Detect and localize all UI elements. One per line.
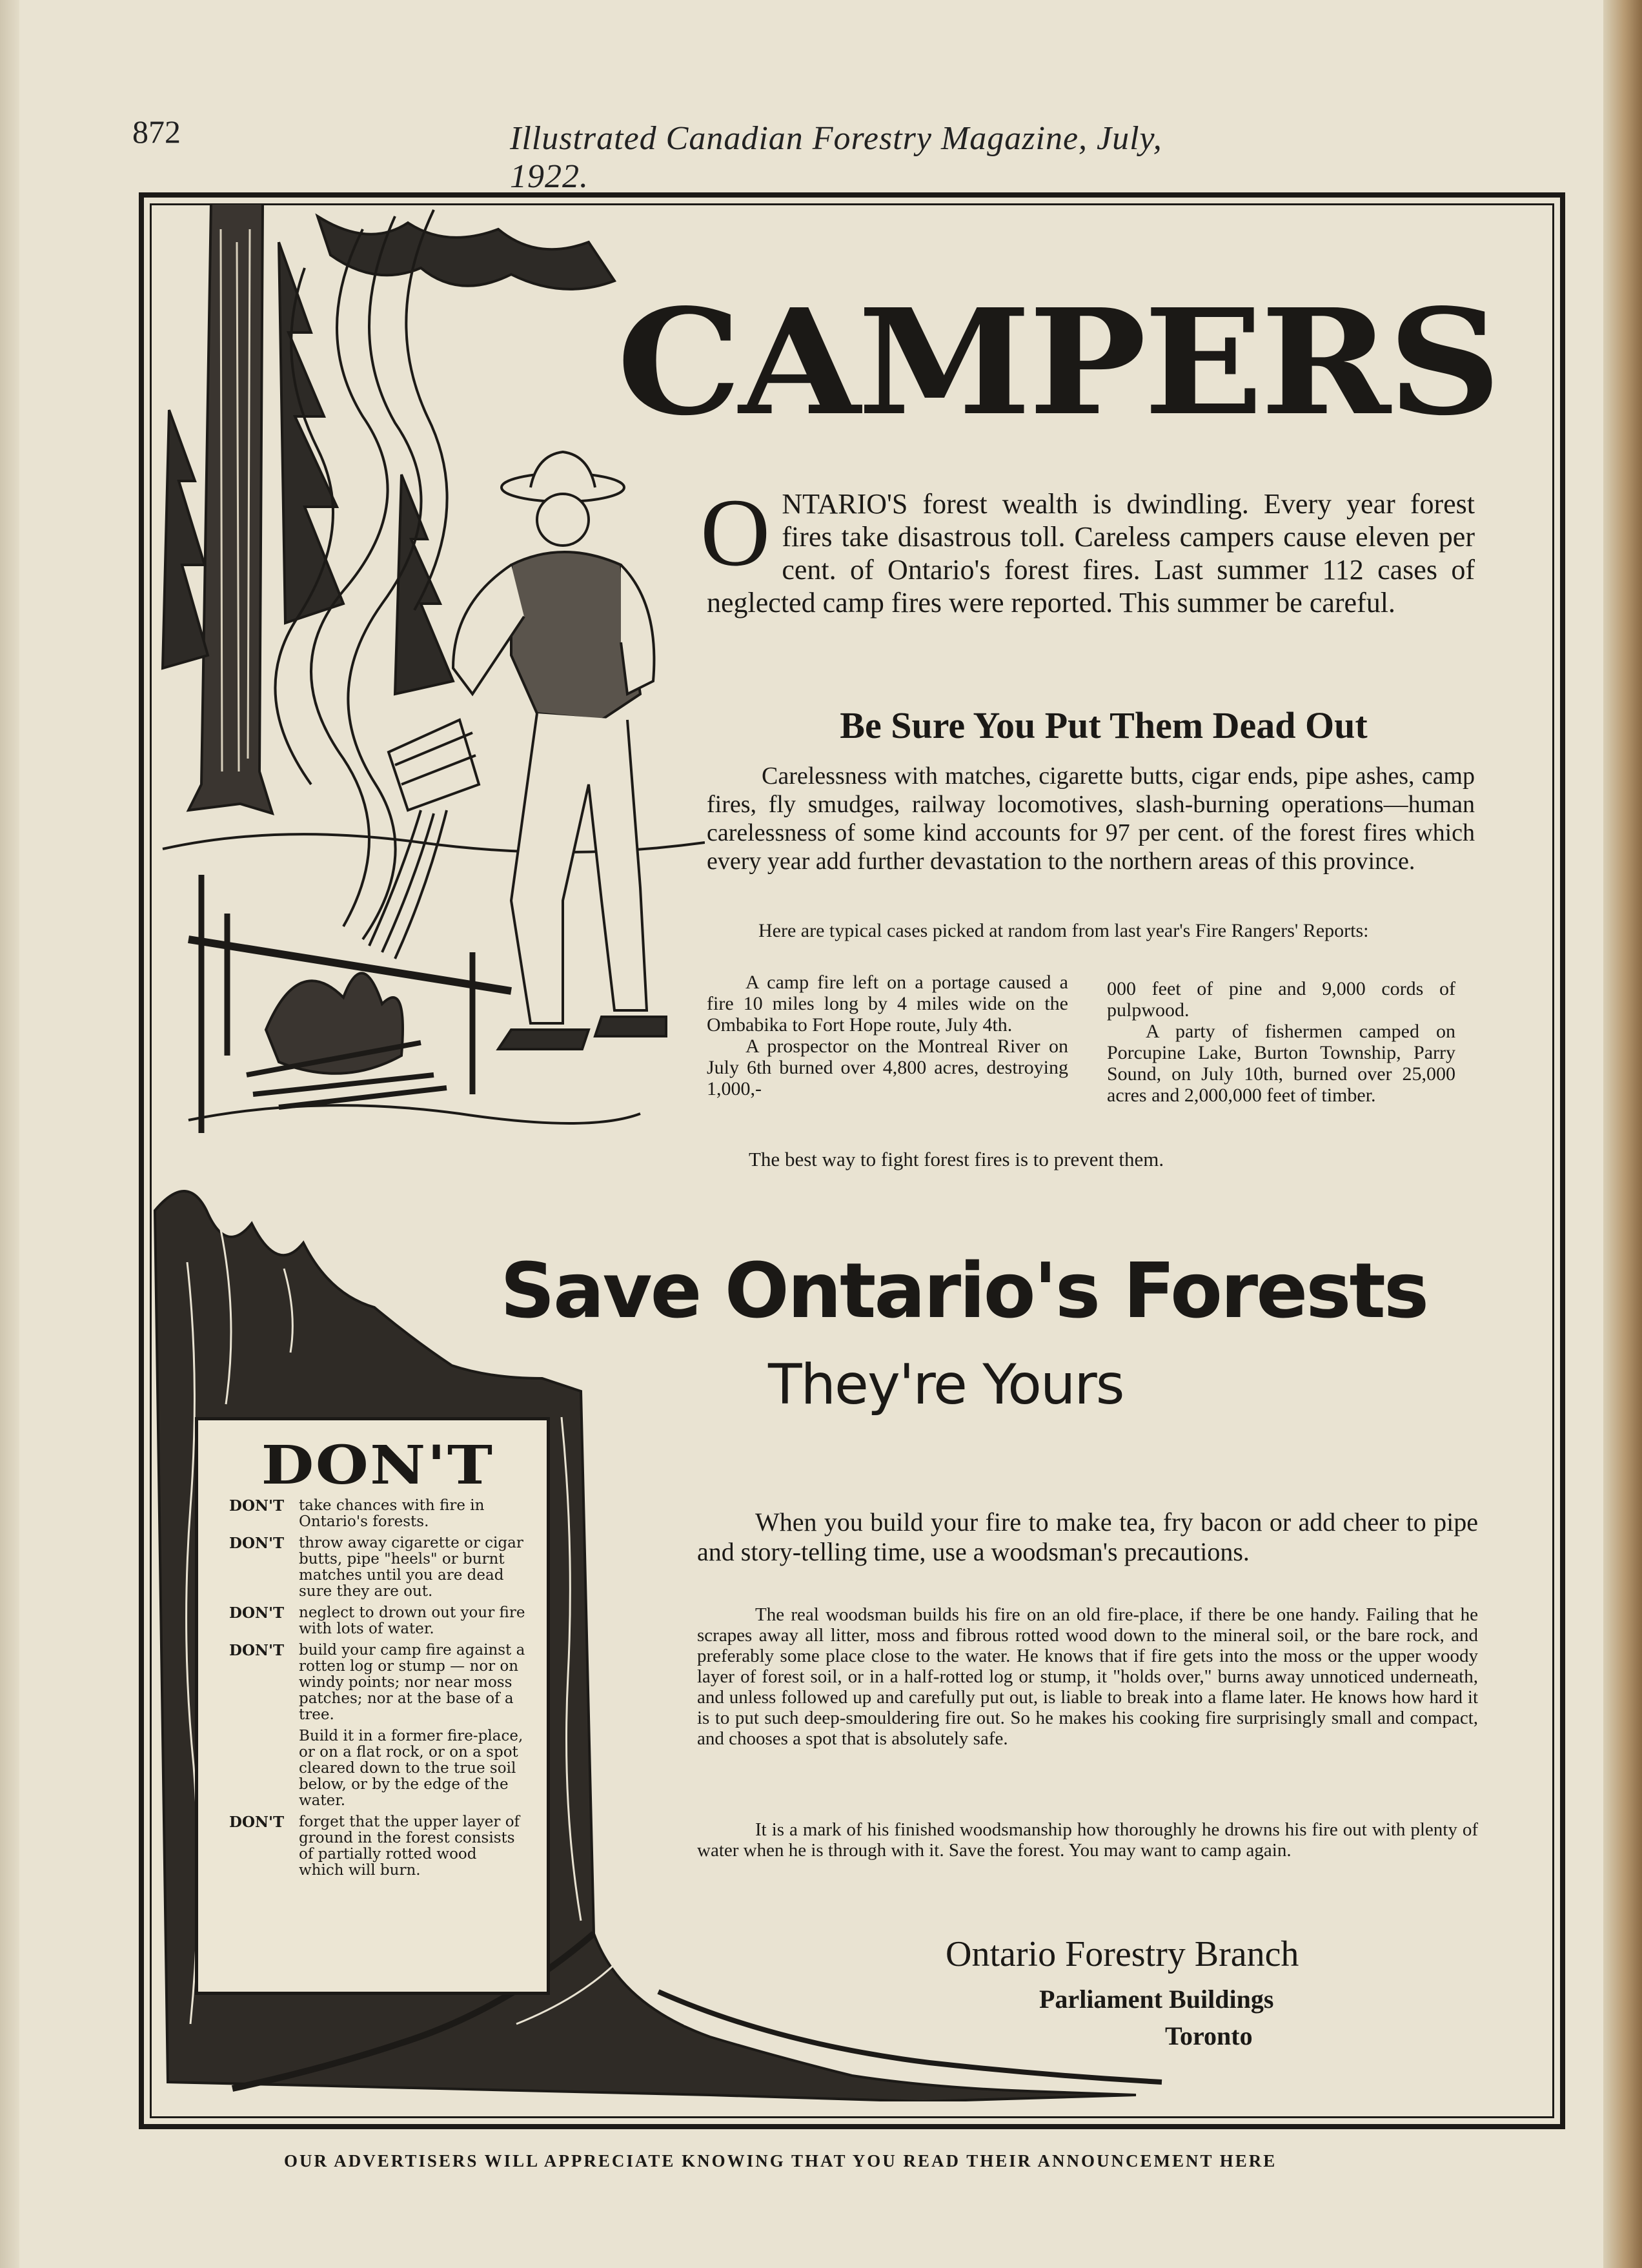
best-way-line: The best way to fight forest fires is to prevent them. [749,1148,1164,1170]
dont-item [229,1642,526,1723]
woodsmanship-paragraph: It is a mark of his finished woodsmanship how thoroughly he drowns his fire out with plenty of water when he is through with it. Save the forest. You may want to camp again. [697,1819,1478,1861]
page-footer: OUR ADVERTISERS WILL APPRECIATE KNOWING THAT YOU READ THEIR ANNOUNCEMENT HERE [284,2151,1277,2171]
intro-paragraph [700,479,1475,619]
carelessness-paragraph: Carelessness with matches, cigarette butts, cigar ends, pipe ashes, camp fires, fly smudges, railway locomotives, slash-burning operations—human carelessness of some kind accounts for 97 per cent. of the forest fires which every year add further devastation to the northern areas of this province. [707,762,1475,875]
cases-column-right [1107,978,1455,1106]
dont-item [229,1605,526,1637]
running-head: Illustrated Canadian Forestry Magazine, July, 1922. [510,120,1162,195]
cases-column-left [707,972,1068,1099]
page-number: 872 [132,114,181,150]
woodsman-intro-paragraph: When you build your fire to make tea, fry bacon or add cheer to pipe and story-telling time, use a woodsman's precautions. [697,1507,1478,1566]
ad-title: CAMPERS [616,278,1499,448]
woodsman-paragraph: The real woodsman builds his fire on an old fire-place, if there be one handy. Failing that he scrapes away all litter, moss and fibrous rotted wood down to the mineral soil, or the bare rock, and preferably some place close to the water. He knows that if fire gets into the moss or the upper woody layer of forest soil, or in a half-rotted log or stump, it "holds over," burns away unnoticed underneath, and unless followed up and carefully put out, is liable to break into a flame later. He knows how hard it is to put such deep-smouldering fire out. So he makes his cooking fire surprisingly small and compact, and chooses a spot that is absolutely safe. [697,1604,1478,1749]
intro-text: NTARIO'S forest wealth is dwindling. Every year forest fires take disastrous toll. Careless campers cause eleven per cent. of Ontario's forest fires. Last summer 112 cases of neglected camp fires were reported. This summer be careful. [707,488,1475,618]
dont-title: DON'T [261,1435,494,1497]
dont-key: DON'T [229,1497,285,1515]
book-binding [1603,0,1642,2268]
dont-text: take chances with fire in Ontario's forests. [299,1497,485,1530]
signature-city: Toronto [1165,2021,1253,2050]
signature-organization: Ontario Forestry Branch [946,1934,1299,1974]
cases-intro: Here are typical cases picked at random from last year's Fire Rangers' Reports: [758,920,1369,941]
signature-place: Parliament Buildings [1039,1985,1274,2014]
dont-key: DON'T [229,1535,285,1552]
dont-text: throw away cigarette or cigar butts, pipe "heels" or burnt matches until you are dead sure they are out. [299,1535,523,1600]
dont-list [229,1498,526,1884]
case-prospector: A prospector on the Montreal River on July 6th burned over 4,800 acres, destroying 1,000,- [707,1036,1068,1099]
dont-build-note: Build it in a former fire-place, or on a flat rock, or on a spot cleared down to the true soil below, or by the edge of the water. [299,1728,523,1809]
dont-text: build your camp fire against a rotten log or stump — nor on windy points; nor near moss patches; nor at the base of a tree. [299,1642,525,1723]
dont-key: DON'T [229,1813,285,1831]
dont-text: forget that the upper layer of ground in the forest consists of partially rotted wood which will burn. [299,1813,520,1879]
dont-key: DON'T [229,1642,285,1659]
dont-text: neglect to drown out your fire with lots of water. [299,1604,525,1637]
case-portage: A camp fire left on a portage caused a fire 10 miles long by 4 miles wide on the Ombabika to Fort Hope route, July 4th. [707,972,1068,1036]
page-edge [0,0,19,2268]
dont-item [229,1498,526,1530]
dont-item [229,1535,526,1600]
case-prospector-end: 000 feet of pine and 9,000 cords of pulpwood. [1107,978,1455,1021]
subheadline-yours: They're Yours [768,1353,1124,1417]
headline-save-forests: Save Ontario's Forests [500,1246,1428,1335]
dont-item [229,1814,526,1879]
subhead: Be Sure You Put Them Dead Out [840,704,1368,746]
drop-cap: O [700,479,771,586]
dont-key: DON'T [229,1604,285,1622]
case-fishermen: A party of fishermen camped on Porcupine Lake, Burton Township, Parry Sound, on July 10th, burned over 25,000 acres and 2,000,000 feet of timber. [1107,1021,1455,1106]
